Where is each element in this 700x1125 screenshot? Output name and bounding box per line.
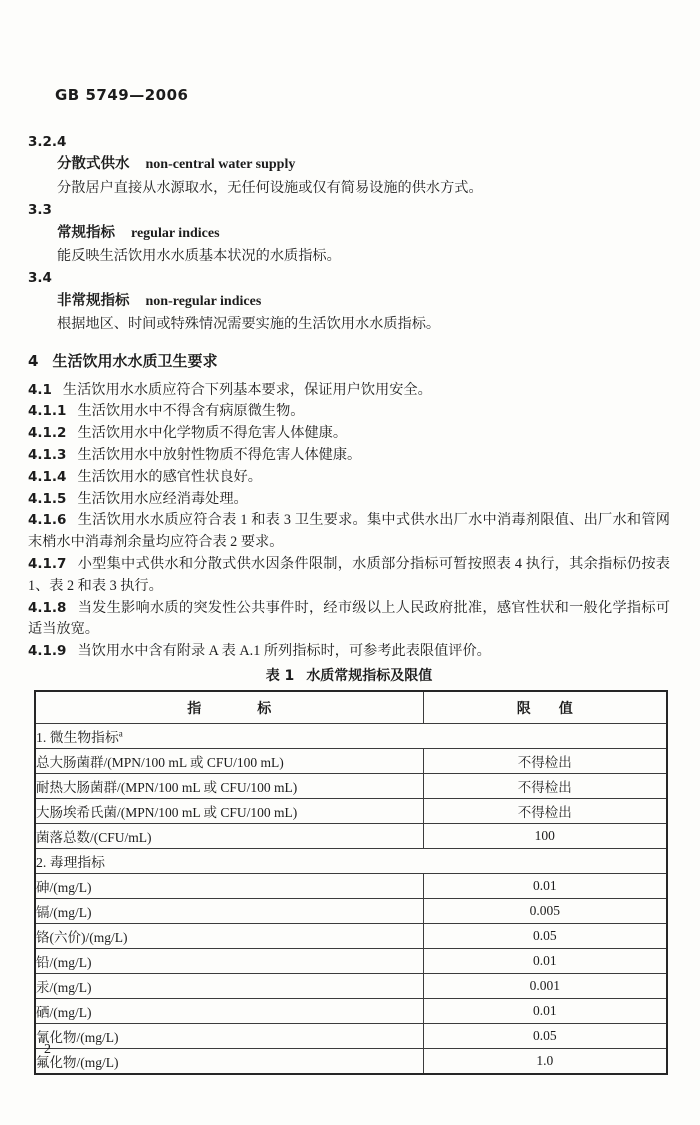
clause-number: 4.1.8 <box>28 599 67 616</box>
clause-text: 生活饮用水的感官性状良好。 <box>77 468 262 485</box>
clause-text: 当发生影响水质的突发性公共事件时，经市级以上人民政府批准，感官性状和一般化学指标可适当放宽。 <box>28 599 670 638</box>
clause-number: 4.1.2 <box>28 425 67 442</box>
clause-text: 生活饮用水中不得含有病原微生物。 <box>77 403 305 420</box>
indicator-cell: 氰化物/(mg/L) <box>35 1024 423 1049</box>
clause-text: 当饮用水中含有附录 A 表 A.1 所列指标时，可参考此表限值评价。 <box>77 643 491 660</box>
clause-number: 4.1.9 <box>28 643 67 660</box>
table-row <box>35 774 667 799</box>
clause-4-1-5 <box>28 489 670 511</box>
limit-cell: 0.05 <box>423 924 667 949</box>
indicator-cell: 铅/(mg/L) <box>35 949 423 974</box>
table-row <box>35 1049 667 1075</box>
clause-number: 4.1.7 <box>28 556 67 573</box>
table-row <box>35 874 667 899</box>
definition-3-2-4 <box>28 131 670 199</box>
indicator-cell: 耐热大肠菌群/(MPN/100 mL 或 CFU/100 mL) <box>35 774 423 799</box>
group-label: 1. 微生物指标 <box>36 730 119 746</box>
term-en: non-regular indices <box>145 293 262 309</box>
table-row <box>35 999 667 1024</box>
clause-4-1-6 <box>28 510 670 554</box>
table-1-water-quality-regular-indices <box>34 690 668 1075</box>
clause-text: 生活饮用水中放射性物质不得危害人体健康。 <box>77 447 362 464</box>
definition-term-line <box>57 222 670 245</box>
clause-4-1-1 <box>28 401 670 423</box>
clause-4-1-3 <box>28 445 670 467</box>
limit-cell: 0.001 <box>423 974 667 999</box>
table-row <box>35 799 667 824</box>
clause-4-1 <box>28 380 670 402</box>
clause-text: 生活饮用水应经消毒处理。 <box>77 490 248 507</box>
limit-cell: 1.0 <box>423 1049 667 1075</box>
limit-cell: 0.05 <box>423 1024 667 1049</box>
term-en: regular indices <box>131 225 220 241</box>
clause-4-1-9 <box>28 641 670 663</box>
definition-3-4 <box>28 267 670 335</box>
indicator-cell: 氟化物/(mg/L) <box>35 1049 423 1075</box>
section-4-title: 生活饮用水水质卫生要求 <box>52 351 218 370</box>
table-row <box>35 949 667 974</box>
clause-text: 小型集中式供水和分散式供水因条件限制，水质部分指标可暂按照表 4 执行，其余指标仍按表 1、表 2 和表 3 执行。 <box>28 556 670 594</box>
limit-cell: 不得检出 <box>423 799 667 824</box>
definition-text: 根据地区、时间或特殊情况需要实施的生活饮用水水质指标。 <box>57 316 441 333</box>
limit-cell: 0.01 <box>423 874 667 899</box>
definition-term-line <box>57 153 670 176</box>
footnote-marker: a <box>118 728 123 739</box>
indicator-cell: 砷/(mg/L) <box>35 874 423 899</box>
table-header-row <box>35 691 667 724</box>
table-1-title <box>28 667 670 685</box>
table-row <box>35 899 667 924</box>
clause-number: 4.1.1 <box>28 403 67 420</box>
indicator-cell: 硒/(mg/L) <box>35 999 423 1024</box>
section-4-number: 4 <box>28 351 39 370</box>
limit-cell: 0.01 <box>423 999 667 1024</box>
clause-4-1-4 <box>28 467 670 489</box>
table-row <box>35 849 667 874</box>
clause-text: 生活饮用水水质应符合下列基本要求，保证用户饮用安全。 <box>62 381 432 398</box>
term-zh: 分散式供水 <box>57 156 130 173</box>
clause-text: 生活饮用水中化学物质不得危害人体健康。 <box>77 425 348 442</box>
header-indicator: 指 标 <box>35 691 423 724</box>
clause-4-1-2 <box>28 423 670 445</box>
table-row <box>35 824 667 849</box>
limit-cell: 不得检出 <box>423 749 667 774</box>
table-1-label: 表 1 <box>265 668 295 685</box>
table-row <box>35 749 667 774</box>
table-row <box>35 924 667 949</box>
table-row <box>35 1024 667 1049</box>
limit-cell: 100 <box>423 824 667 849</box>
group-microbiological <box>35 724 667 749</box>
indicator-cell: 大肠埃希氏菌/(MPN/100 mL 或 CFU/100 mL) <box>35 799 423 824</box>
group-toxicological <box>35 849 667 874</box>
limit-cell: 不得检出 <box>423 774 667 799</box>
definition-3-3 <box>28 199 670 267</box>
term-en: non-central water supply <box>145 157 296 173</box>
definition-number: 3.3 <box>28 202 52 219</box>
indicator-cell: 汞/(mg/L) <box>35 974 423 999</box>
clause-number: 4.1 <box>28 381 52 398</box>
clause-number: 4.1.4 <box>28 468 67 485</box>
definition-text: 分散居户直接从水源取水，无任何设施或仅有简易设施的供水方式。 <box>57 179 483 196</box>
table-row <box>35 724 667 749</box>
terms-and-definitions <box>28 131 670 336</box>
clause-4-1-8 <box>28 598 670 642</box>
clause-number: 4.1.5 <box>28 490 67 507</box>
term-zh: 非常规指标 <box>57 292 130 309</box>
definition-text: 能反映生活饮用水水质基本状况的水质指标。 <box>57 248 341 265</box>
clause-number: 4.1.6 <box>28 512 67 529</box>
term-zh: 常规指标 <box>57 224 115 241</box>
clause-text: 生活饮用水水质应符合表 1 和表 3 卫生要求。集中式供水出厂水中消毒剂限值、出厂水和管网末梢水中消毒剂余量均应符合表 2 要求。 <box>28 512 670 551</box>
section-4-heading <box>28 352 670 370</box>
clause-number: 4.1.3 <box>28 447 67 464</box>
definition-number: 3.4 <box>28 270 52 287</box>
section-4-clauses <box>28 380 670 663</box>
clause-4-1-7 <box>28 554 670 598</box>
group-label: 2. 毒理指标 <box>36 855 105 871</box>
indicator-cell: 镉/(mg/L) <box>35 899 423 924</box>
indicator-cell: 菌落总数/(CFU/mL) <box>35 824 423 849</box>
definition-number: 3.2.4 <box>28 134 67 150</box>
header-limit: 限 值 <box>423 691 667 724</box>
table-row <box>35 974 667 999</box>
indicator-cell: 总大肠菌群/(MPN/100 mL 或 CFU/100 mL) <box>35 749 423 774</box>
definition-term-line <box>57 290 670 313</box>
limit-cell: 0.005 <box>423 899 667 924</box>
indicator-cell: 铬(六价)/(mg/L) <box>35 924 423 949</box>
standard-number: GB 5749—2006 <box>55 86 189 104</box>
table-1-caption: 水质常规指标及限值 <box>306 668 433 685</box>
page-number: 2 <box>44 1042 51 1057</box>
limit-cell: 0.01 <box>423 949 667 974</box>
